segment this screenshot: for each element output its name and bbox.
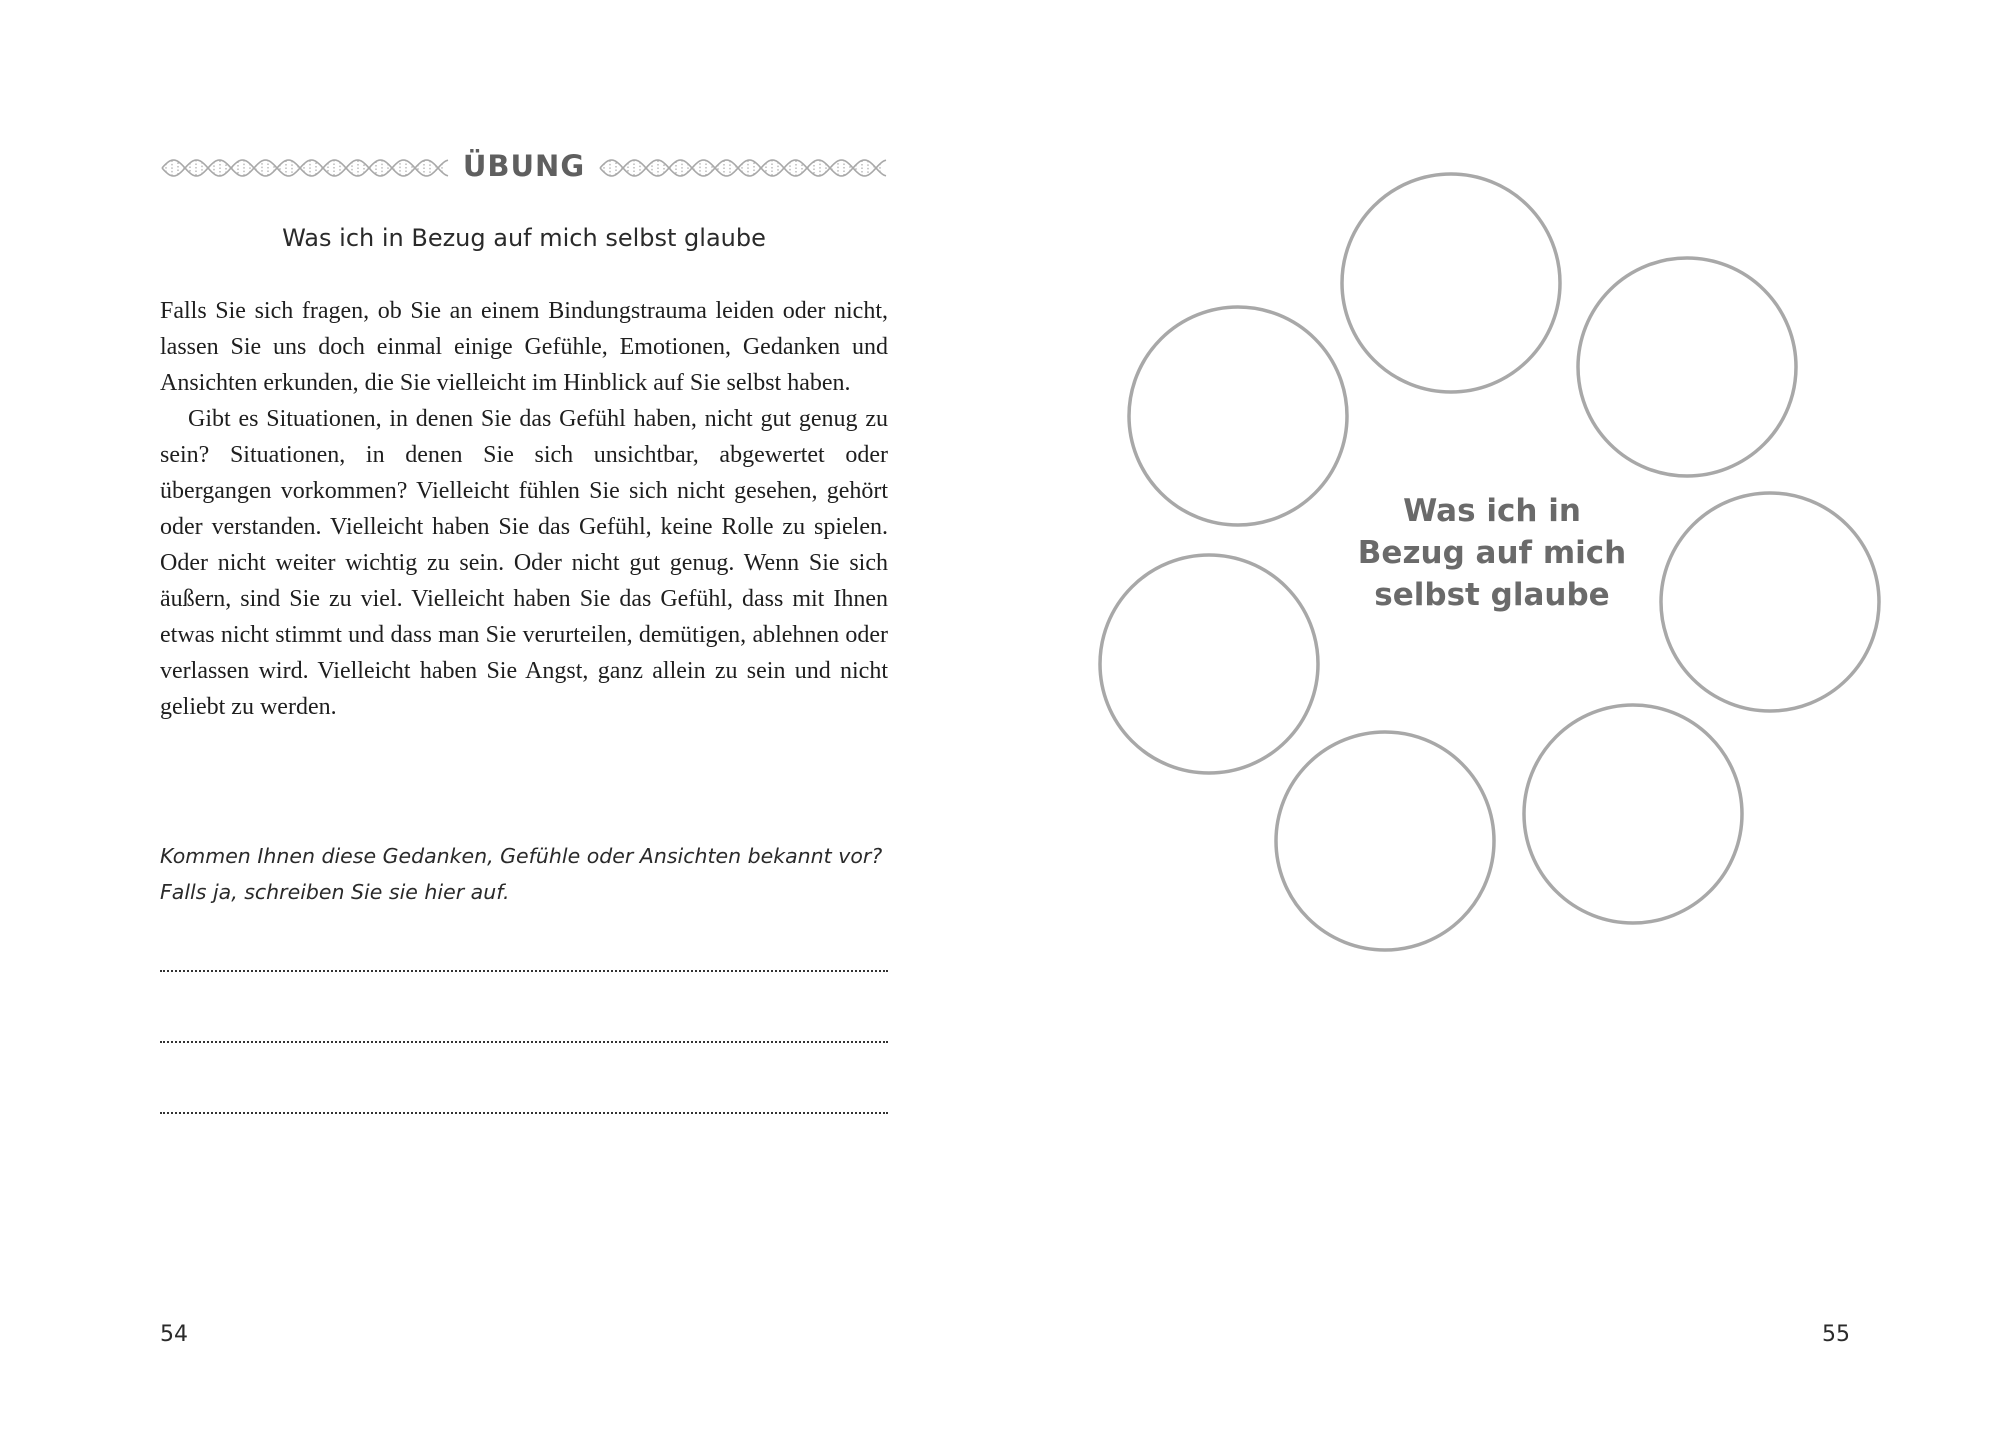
exercise-header [160,142,888,194]
page-number: 54 [160,1322,188,1347]
answer-circle[interactable] [1100,555,1318,773]
exercise-title: Was ich in Bezug auf mich selbst glaube [282,224,766,252]
answer-circle[interactable] [1129,307,1347,525]
answer-circle[interactable] [1661,493,1879,711]
writing-prompt [160,838,888,910]
answer-circle[interactable] [1276,732,1494,950]
answer-line[interactable] [160,1112,888,1114]
section-label: ÜBUNG [453,149,595,183]
answer-line[interactable] [160,970,888,972]
right-page [1000,0,2000,1433]
prompt-line: Kommen Ihnen diese Gedanken, Gefühle oder Ansichten bekannt vor? [160,844,883,868]
center-label-line: Was ich in [1403,493,1581,529]
center-label [1322,490,1662,616]
circle-diagram [1000,0,2000,1433]
answer-circle[interactable] [1578,258,1796,476]
body-text [160,293,888,725]
paragraph: Falls Sie sich fragen, ob Sie an einem Bindungstrauma leiden oder nicht, lassen Sie uns doch einmal einige Gefühle, Emotionen, Gedanken und Ansichten erkunden, die Sie vielleicht im Hinblick auf Sie selbst haben. [160,298,888,396]
page-number: 55 [1822,1322,1850,1347]
paragraph: Gibt es Situationen, in denen Sie das Gefühl haben, nicht gut genug zu sein? Situationen, in denen Sie sich unsichtbar, abgewertet oder übergangen vorkommen? Vielleicht fühlen Sie sich nicht gesehen, gehört oder verstanden. Vielleicht haben Sie das Gefühl, keine Rolle zu spielen. Oder nicht weiter wichtig zu sein. Oder nicht gut genug. Wenn Sie sich äußern, sind Sie zu viel. Vielleicht haben Sie das Gefühl, dass mit Ihnen etwas nicht stimmt und dass man Sie verurteilen, demütigen, ablehnen oder verlassen wird. Vielleicht haben Sie Angst, ganz allein zu sein und nicht geliebt zu werden. [160,406,888,720]
center-label-line: selbst glaube [1374,577,1610,613]
prompt-line: Falls ja, schreiben Sie sie hier auf. [160,880,510,904]
answer-circle[interactable] [1524,705,1742,923]
answer-line[interactable] [160,1041,888,1043]
answer-circle[interactable] [1342,174,1560,392]
center-label-line: Bezug auf mich [1357,535,1627,571]
